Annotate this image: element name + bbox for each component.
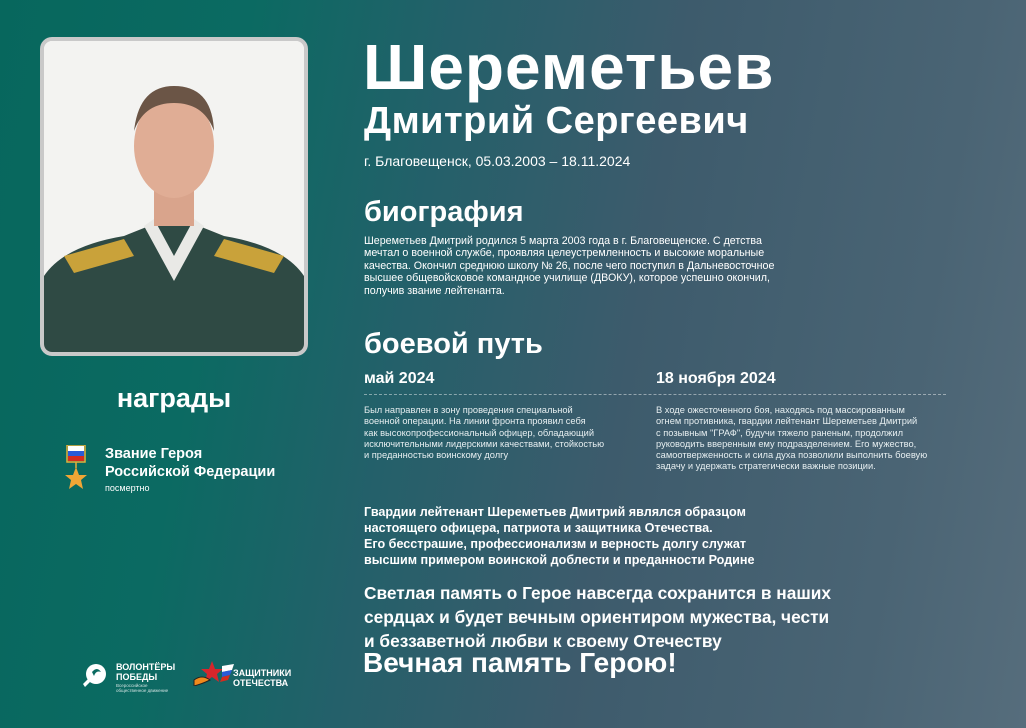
event-line: Был направлен в зону проведения специальной xyxy=(364,405,573,415)
event-line: с позывным "ГРАФ", будучи тяжело раненым, продолжил xyxy=(656,427,903,438)
bio-line: высшее общевойсковое командное училище (ДВОКУ), которое успешно окончил, xyxy=(364,272,770,285)
event-date: май 2024 xyxy=(364,370,435,387)
tribute-line: Его бесстрашие, профессионализм и верность долгу служат xyxy=(364,537,747,551)
event-text xyxy=(364,405,604,461)
memory-line: сердцах и будет вечным ориентиром мужества, чести xyxy=(364,607,830,627)
biography-text xyxy=(364,235,834,297)
volunteers-emblem-icon xyxy=(82,662,108,688)
award-title-line: Российской Федерации xyxy=(105,464,276,480)
hero-dates: г. Благовещенск, 05.03.2003 – 18.11.2024 xyxy=(364,153,631,169)
logo-text: ПОБЕДЫ xyxy=(116,672,158,682)
event-line: руководить вверенным ему подразделением. Его мужество, xyxy=(656,438,917,449)
bio-line: получив звание лейтенанта. xyxy=(364,284,505,297)
event-line: самоотверженность и сила духа позволили выполнить боевую xyxy=(656,450,928,461)
tribute-line: Гвардии лейтенант Шереметьев Дмитрий являлся образцом xyxy=(364,505,746,519)
event-text xyxy=(656,405,927,473)
combat-path-heading: боевой путь xyxy=(364,328,543,360)
hero-portrait-photo xyxy=(40,37,308,356)
event-line: военной операции. На линии фронта проявил себя xyxy=(364,416,586,427)
bio-line: Шереметьев Дмитрий родился 5 марта 2003 года в г. Благовещенске. С детства xyxy=(364,235,762,247)
memory-paragraph xyxy=(364,581,884,653)
logo-text: ЗАЩИТНИКИ xyxy=(233,668,292,678)
bio-line: мечтал о военной службе, проявляя целеустремленность и высокие моральные xyxy=(364,247,765,260)
event-date: 18 ноября 2024 xyxy=(656,370,776,387)
logo-subtext: общественное движение xyxy=(116,688,169,693)
event-line: как высокопрофессиональный офицер, обладающий xyxy=(364,427,595,438)
award-title-line: Звание Героя xyxy=(105,446,203,462)
event-line: исключительными лидерскими качествами, стойкостью xyxy=(364,438,605,449)
final-slogan: Вечная память Герою! xyxy=(363,647,677,678)
timeline-divider xyxy=(364,394,946,395)
logo-subtext: Всероссийское xyxy=(116,683,148,688)
hero-surname: Шереметьев xyxy=(363,31,775,103)
memory-line: Светлая память о Герое навсегда сохранится в наших xyxy=(364,583,831,603)
event-line: задачу и удержать стратегически важные позиции. xyxy=(656,461,876,472)
awards-heading: награды xyxy=(116,383,232,413)
award-note: посмертно xyxy=(105,483,150,493)
tribute-line: высшим примером воинской доблести и преданности Родине xyxy=(364,553,755,567)
tribute-paragraph xyxy=(364,504,804,568)
event-line: огнем противника, гвардии лейтенант Шереметьев Дмитрий xyxy=(656,416,918,427)
hero-given-names: Дмитрий Сергеевич xyxy=(364,100,749,142)
event-line: В ходе ожесточенного боя, находясь под массированным xyxy=(656,405,905,415)
event-line: и преданностью воинскому долгу xyxy=(364,450,509,461)
defenders-star-ribbon-icon xyxy=(192,660,236,686)
hero-star-medal-icon xyxy=(62,445,90,496)
memory-line: и беззаветной любви к своему Отечеству xyxy=(364,631,722,651)
tribute-line: настоящего офицера, патриота и защитника Отечества. xyxy=(364,521,713,535)
bio-line: качества. Окончил среднюю школу № 26, после чего поступил в Дальневосточное xyxy=(364,259,775,272)
biography-heading: биография xyxy=(364,196,524,228)
logo-text: ОТЕЧЕСТВА xyxy=(233,678,289,688)
award-title xyxy=(105,445,275,481)
logo-text: ВОЛОНТЁРЫ xyxy=(116,662,176,672)
